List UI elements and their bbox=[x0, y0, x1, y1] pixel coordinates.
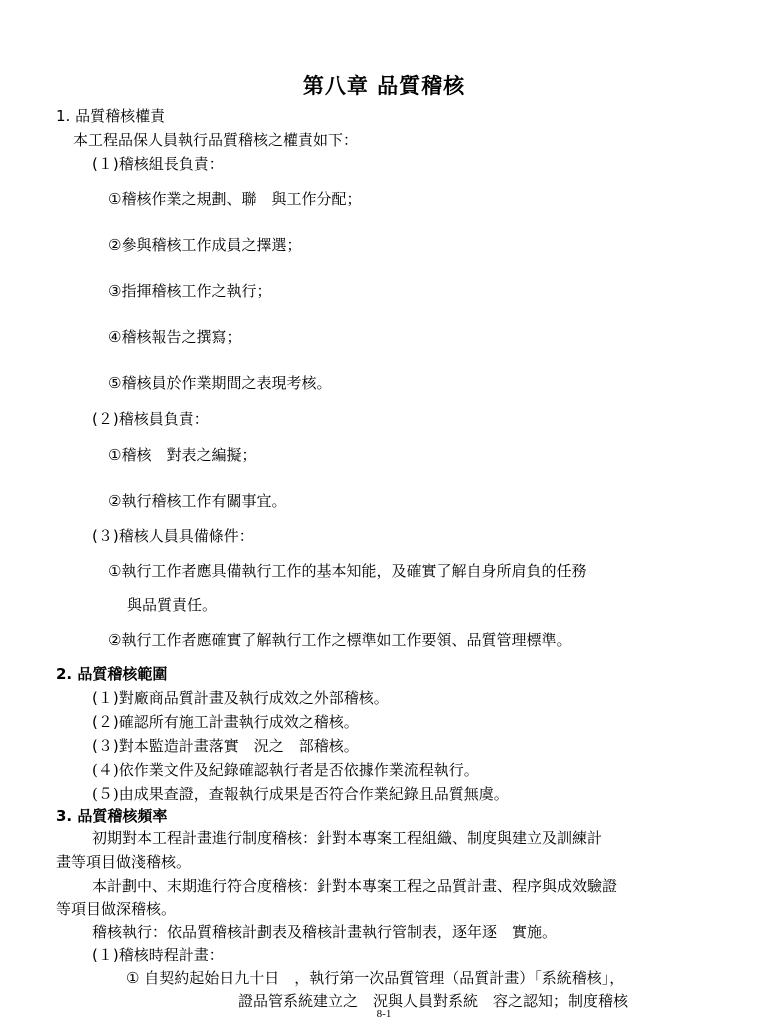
list-item: ⑤稽核員於作業期間之表現考核。 bbox=[108, 374, 332, 392]
page-title: 第八章 品質稽核 bbox=[302, 74, 466, 98]
scope-item: (５)由成果查證，查報執行成果是否符合作業紀錄且品質無虞。 bbox=[92, 785, 509, 803]
paragraph-line: 稽核執行：依品質稽核計劃表及稽核計畫執行管制表，逐年逐 實施。 bbox=[92, 923, 558, 941]
list-item: ① 自契約起始日九十日 ，執行第一次品質管理（品質計畫）「系統稽核」， bbox=[126, 969, 625, 987]
list-item: ③指揮稽核工作之執行； bbox=[108, 282, 272, 300]
section-heading: 3. 品質稽核頻率 bbox=[56, 807, 168, 825]
paragraph-line: 等項目做深稽核。 bbox=[56, 900, 177, 918]
paragraph-line: 本工程品保人員執行品質稽核之權責如下： bbox=[73, 131, 359, 149]
paragraph-line: 本計劃中、末期進行符合度稽核：針對本專案工程之品質計畫、程序與成效驗證 bbox=[92, 877, 618, 895]
list-item: ②執行工作者應確實了解執行工作之標準如工作要領、品質管理標準。 bbox=[108, 631, 572, 649]
scope-item: (４)依作業文件及紀錄確認執行者是否依據作業流程執行。 bbox=[92, 761, 479, 779]
paragraph-line: 初期對本工程計畫進行制度稽核：針對本專案工程組織、制度與建立及訓練計 bbox=[92, 829, 603, 847]
page-number: 8-1 bbox=[376, 1008, 392, 1020]
section-heading: 1. 品質稽核權責 bbox=[56, 107, 166, 125]
scope-item: (３)對本監造計畫落實 況之 部稽核。 bbox=[92, 737, 359, 755]
list-item: ①稽核作業之規劃、聯 與工作分配； bbox=[108, 190, 362, 208]
list-item-continuation: 與品質責任。 bbox=[127, 596, 218, 614]
list-item-continuation: 證品管系統建立之 況與人員對系統 容之認知；制度稽核 bbox=[238, 992, 629, 1010]
list-item: ④稽核報告之撰寫； bbox=[108, 328, 242, 346]
subsection-heading: (１)稽核時程計畫： bbox=[92, 946, 224, 964]
scope-item: (２)確認所有施工計畫執行成效之稽核。 bbox=[92, 713, 359, 731]
subsection-heading: (１)稽核組長負責： bbox=[92, 155, 224, 173]
list-item: ②參與稽核工作成員之擇選； bbox=[108, 236, 302, 254]
section-heading: 2. 品質稽核範圍 bbox=[56, 665, 168, 683]
subsection-heading: (２)稽核員負責： bbox=[92, 410, 209, 428]
list-item: ①稽核 對表之編擬； bbox=[108, 446, 257, 464]
paragraph-line: 畫等項目做淺稽核。 bbox=[56, 853, 192, 871]
subsection-heading: (３)稽核人員具備條件： bbox=[92, 527, 254, 545]
scope-item: (１)對廠商品質計畫及執行成效之外部稽核。 bbox=[92, 689, 389, 707]
list-item: ①執行工作者應具備執行工作的基本知能，及確實了解自身所肩負的任務 bbox=[108, 562, 587, 580]
list-item: ②執行稽核工作有關事宜。 bbox=[108, 492, 287, 510]
